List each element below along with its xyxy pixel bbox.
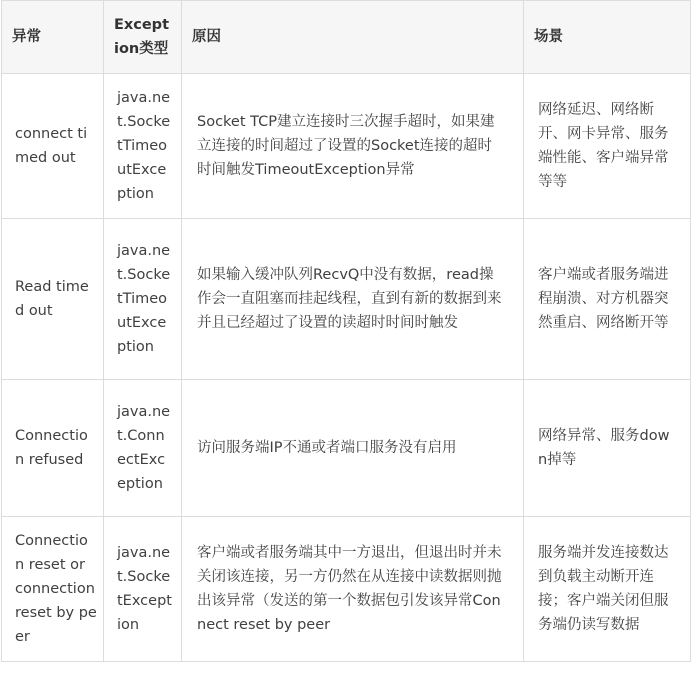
exception-name-cell: connect timed out: [2, 74, 104, 219]
header-scene: 场景: [524, 1, 691, 74]
exception-name-cell: Connection refused: [2, 380, 104, 517]
exception-name-cell: Connection reset or connection reset by peer: [2, 517, 104, 662]
scene-cell: 网络异常、服务down掉等: [524, 380, 691, 517]
reason-cell: 客户端或者服务端其中一方退出，但退出时并未关闭该连接，另一方仍然在从连接中读数据则抛出该异常（发送的第一个数据包引发该异常Connect reset by peer: [182, 517, 524, 662]
header-exception-type: Exception类型: [104, 1, 182, 74]
exception-name-cell: Read timed out: [2, 219, 104, 380]
scene-cell: 网络延迟、网络断开、网卡异常、服务端性能、客户端异常等等: [524, 74, 691, 219]
header-exception: 异常: [2, 1, 104, 74]
reason-cell: 访问服务端IP不通或者端口服务没有启用: [182, 380, 524, 517]
table-row: [2, 517, 691, 662]
exception-type-cell: java.net.SocketTimeoutException: [104, 219, 182, 380]
scene-cell: 客户端或者服务端进程崩溃、对方机器突然重启、网络断开等: [524, 219, 691, 380]
header-reason: 原因: [182, 1, 524, 74]
exception-type-cell: java.net.ConnectException: [104, 380, 182, 517]
table-row: [2, 219, 691, 380]
table-row: [2, 74, 691, 219]
exception-type-cell: java.net.SocketException: [104, 517, 182, 662]
exception-table: [1, 0, 691, 662]
scene-cell: 服务端并发连接数达到负载主动断开连接；客户端关闭但服务端仍读写数据: [524, 517, 691, 662]
table-row: [2, 380, 691, 517]
table-header-row: [2, 1, 691, 74]
reason-cell: 如果输入缓冲队列RecvQ中没有数据，read操作会一直阻塞而挂起线程，直到有新的数据到来并且已经超过了设置的读超时时间时触发: [182, 219, 524, 380]
reason-cell: Socket TCP建立连接时三次握手超时，如果建立连接的时间超过了设置的Socket连接的超时时间触发TimeoutException异常: [182, 74, 524, 219]
exception-type-cell: java.net.SocketTimeoutException: [104, 74, 182, 219]
